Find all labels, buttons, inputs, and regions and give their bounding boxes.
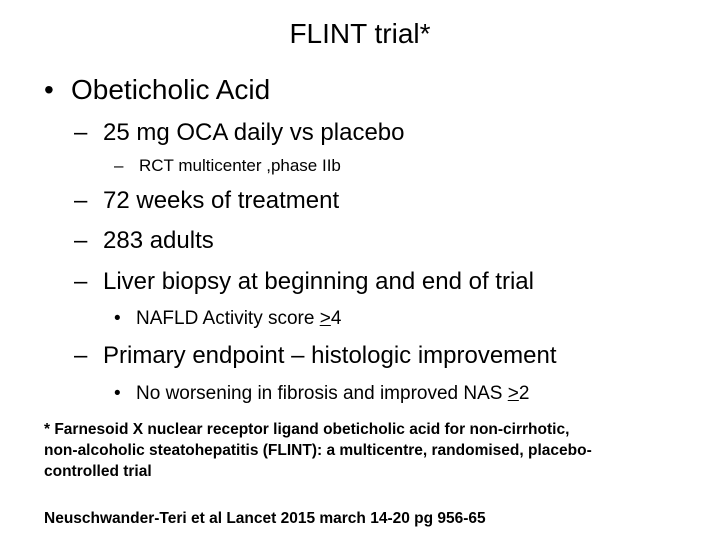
bullet-text: No worsening in fibrosis and improved NAS	[136, 383, 508, 404]
bullet-text: NAFLD Activity score	[136, 308, 320, 329]
bullet-level3	[114, 383, 529, 405]
bullet-marker: –	[74, 187, 88, 214]
footnote: * Farnesoid X nuclear receptor ligand obeticholic acid for non-cirrhotic, non-alcoholic steatohepatitis (FLINT): a multicentre, randomised, placebo-controlled trial	[44, 421, 592, 480]
greater-equal-symbol: >	[319, 308, 331, 329]
slide-title: FLINT trial*	[289, 18, 431, 49]
bullet-marker: •	[114, 308, 121, 329]
bullet-marker: –	[114, 156, 124, 175]
bullet-marker: –	[74, 227, 88, 254]
bullet-text: Liver biopsy at beginning and end of trial	[103, 268, 534, 295]
reference: Neuschwander-Teri et al Lancet 2015 march 14-20 pg 956-65	[44, 510, 486, 527]
bullet-value: 2	[518, 383, 530, 404]
bullet-text: 72 weeks of treatment	[103, 187, 340, 214]
bullet-level2	[74, 187, 339, 215]
greater-equal-symbol: >	[507, 383, 519, 404]
bullet-value: 4	[330, 308, 342, 329]
bullet-marker: •	[114, 383, 121, 404]
bullet-marker: –	[74, 268, 88, 295]
bullet-level3	[114, 308, 341, 330]
bullet-text: Obeticholic Acid	[71, 74, 271, 105]
bullet-text: 283 adults	[103, 227, 214, 254]
bullet-level2	[74, 342, 557, 370]
bullet-text: 25 mg OCA daily vs placebo	[103, 119, 405, 146]
bullet-level2	[74, 119, 405, 147]
bullet-text: RCT multicenter ,phase IIb	[139, 156, 341, 175]
bullet-marker: –	[74, 342, 88, 369]
bullet-marker: •	[44, 74, 54, 105]
bullet-level3	[114, 156, 341, 176]
bullet-level2	[74, 227, 214, 255]
bullet-level2	[74, 268, 534, 296]
bullet-marker: –	[74, 119, 88, 146]
bullet-level1	[44, 74, 270, 106]
bullet-text: Primary endpoint – histologic improvement	[103, 342, 557, 369]
